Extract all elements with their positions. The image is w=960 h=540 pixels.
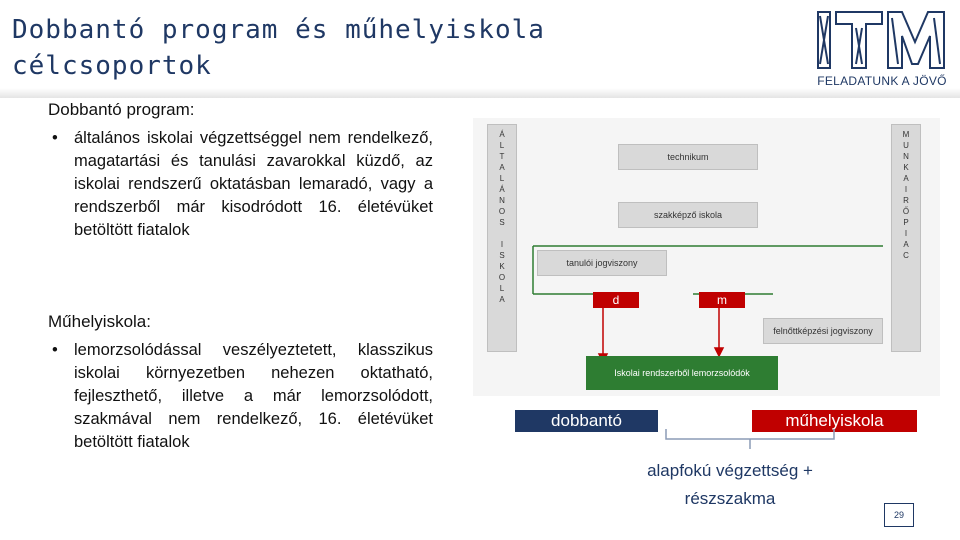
pathway-diagram <box>473 118 940 396</box>
munkaeropiac-letter: P <box>903 218 909 227</box>
dobbanto-title: Dobbantó program: <box>48 100 195 119</box>
title-line-1: Dobbantó program és műhelyiskola <box>12 15 545 45</box>
altalanos-iskola-letter: L <box>499 284 505 293</box>
technikum-box: technikum <box>618 144 758 170</box>
altalanos-iskola-letter: I <box>500 240 504 249</box>
munkaeropiac-letter: I <box>904 229 908 238</box>
muhelyiskola-label: műhelyiskola <box>752 410 917 432</box>
altalanos-iskola-letter: L <box>499 174 505 183</box>
altalanos-iskola-letter: Á <box>499 130 505 139</box>
altalanos-iskola-letter: Á <box>499 185 505 194</box>
munkaeropiac-letter: M <box>902 130 910 139</box>
szakkepzo-box: szakképző iskola <box>618 202 758 228</box>
munkaeropiac-letter: N <box>903 152 909 161</box>
slide-title <box>12 12 545 84</box>
altalanos-iskola-letter: A <box>499 295 505 304</box>
munkaeropiac-letter: I <box>904 185 908 194</box>
slide-header <box>0 0 960 95</box>
altalanos-iskola-letter: O <box>498 273 506 282</box>
logo-tagline: FELADATUNK A JÖVŐ <box>817 74 947 88</box>
muhelyiskola-bullet: • lemorzsolódással veszélyeztetett, klasszikus iskolai környezetben nehezen oktatható, fejleszthető, illetve a már lemorzsolódott, szakmával nem rendelkező, 16. életévüket betöltött fiatalok <box>48 339 433 454</box>
munkaeropiac-letter: K <box>903 163 909 172</box>
muhelyiskola-section <box>48 310 433 454</box>
iskolai-lemorzsolodok-box: Iskolai rendszerből lemorzsolódók <box>586 356 778 390</box>
result-line-2: részszakma <box>684 489 776 508</box>
title-line-2: célcsoportok <box>12 51 212 81</box>
munkaeropiac-letter: A <box>903 240 909 249</box>
diagram-arrows <box>473 118 940 396</box>
dobbanto-label: dobbantó <box>515 410 658 432</box>
munkaeropiac-letter: Ő <box>902 207 910 216</box>
felnottkepzesi-box: felnőttképzési jogviszony <box>763 318 883 344</box>
altalanos-iskola-letter: A <box>499 163 505 172</box>
munkaeropiac-letter: C <box>903 251 909 260</box>
altalanos-iskola-letter: K <box>499 262 505 271</box>
munkaeropiac-letter: R <box>903 196 909 205</box>
dobbanto-section <box>48 98 433 242</box>
munkaeropiac-letter: A <box>903 174 909 183</box>
altalanos-iskola-letter: T <box>499 152 505 161</box>
altalanos-iskola-letter: N <box>499 196 505 205</box>
dobbanto-bullet: • általános iskolai végzettséggel nem rendelkező, magatartási és tanulási zavarokkal küzdő, az iskolai rendszerű oktatásban lemaradó, vagy a rendszerből már kisodródott 16. életévüket betöltött fiatalok <box>48 127 433 242</box>
tanuloi-jogviszony-box: tanulói jogviszony <box>537 250 667 276</box>
merge-bracket <box>600 425 860 455</box>
result-line-1: alapfokú végzettség + <box>647 461 813 480</box>
header-divider <box>0 88 960 98</box>
d-box: d <box>593 292 639 308</box>
munkaeropiac-letter: U <box>903 141 909 150</box>
m-box: m <box>699 292 745 308</box>
page-number: 29 <box>884 503 914 527</box>
altalanos-iskola-letter: O <box>498 207 506 216</box>
altalanos-iskola-letter: L <box>499 141 505 150</box>
altalanos-iskola-letter: S <box>499 251 505 260</box>
altalanos-iskola-letter: S <box>499 218 505 227</box>
muhelyiskola-title: Műhelyiskola: <box>48 312 151 331</box>
